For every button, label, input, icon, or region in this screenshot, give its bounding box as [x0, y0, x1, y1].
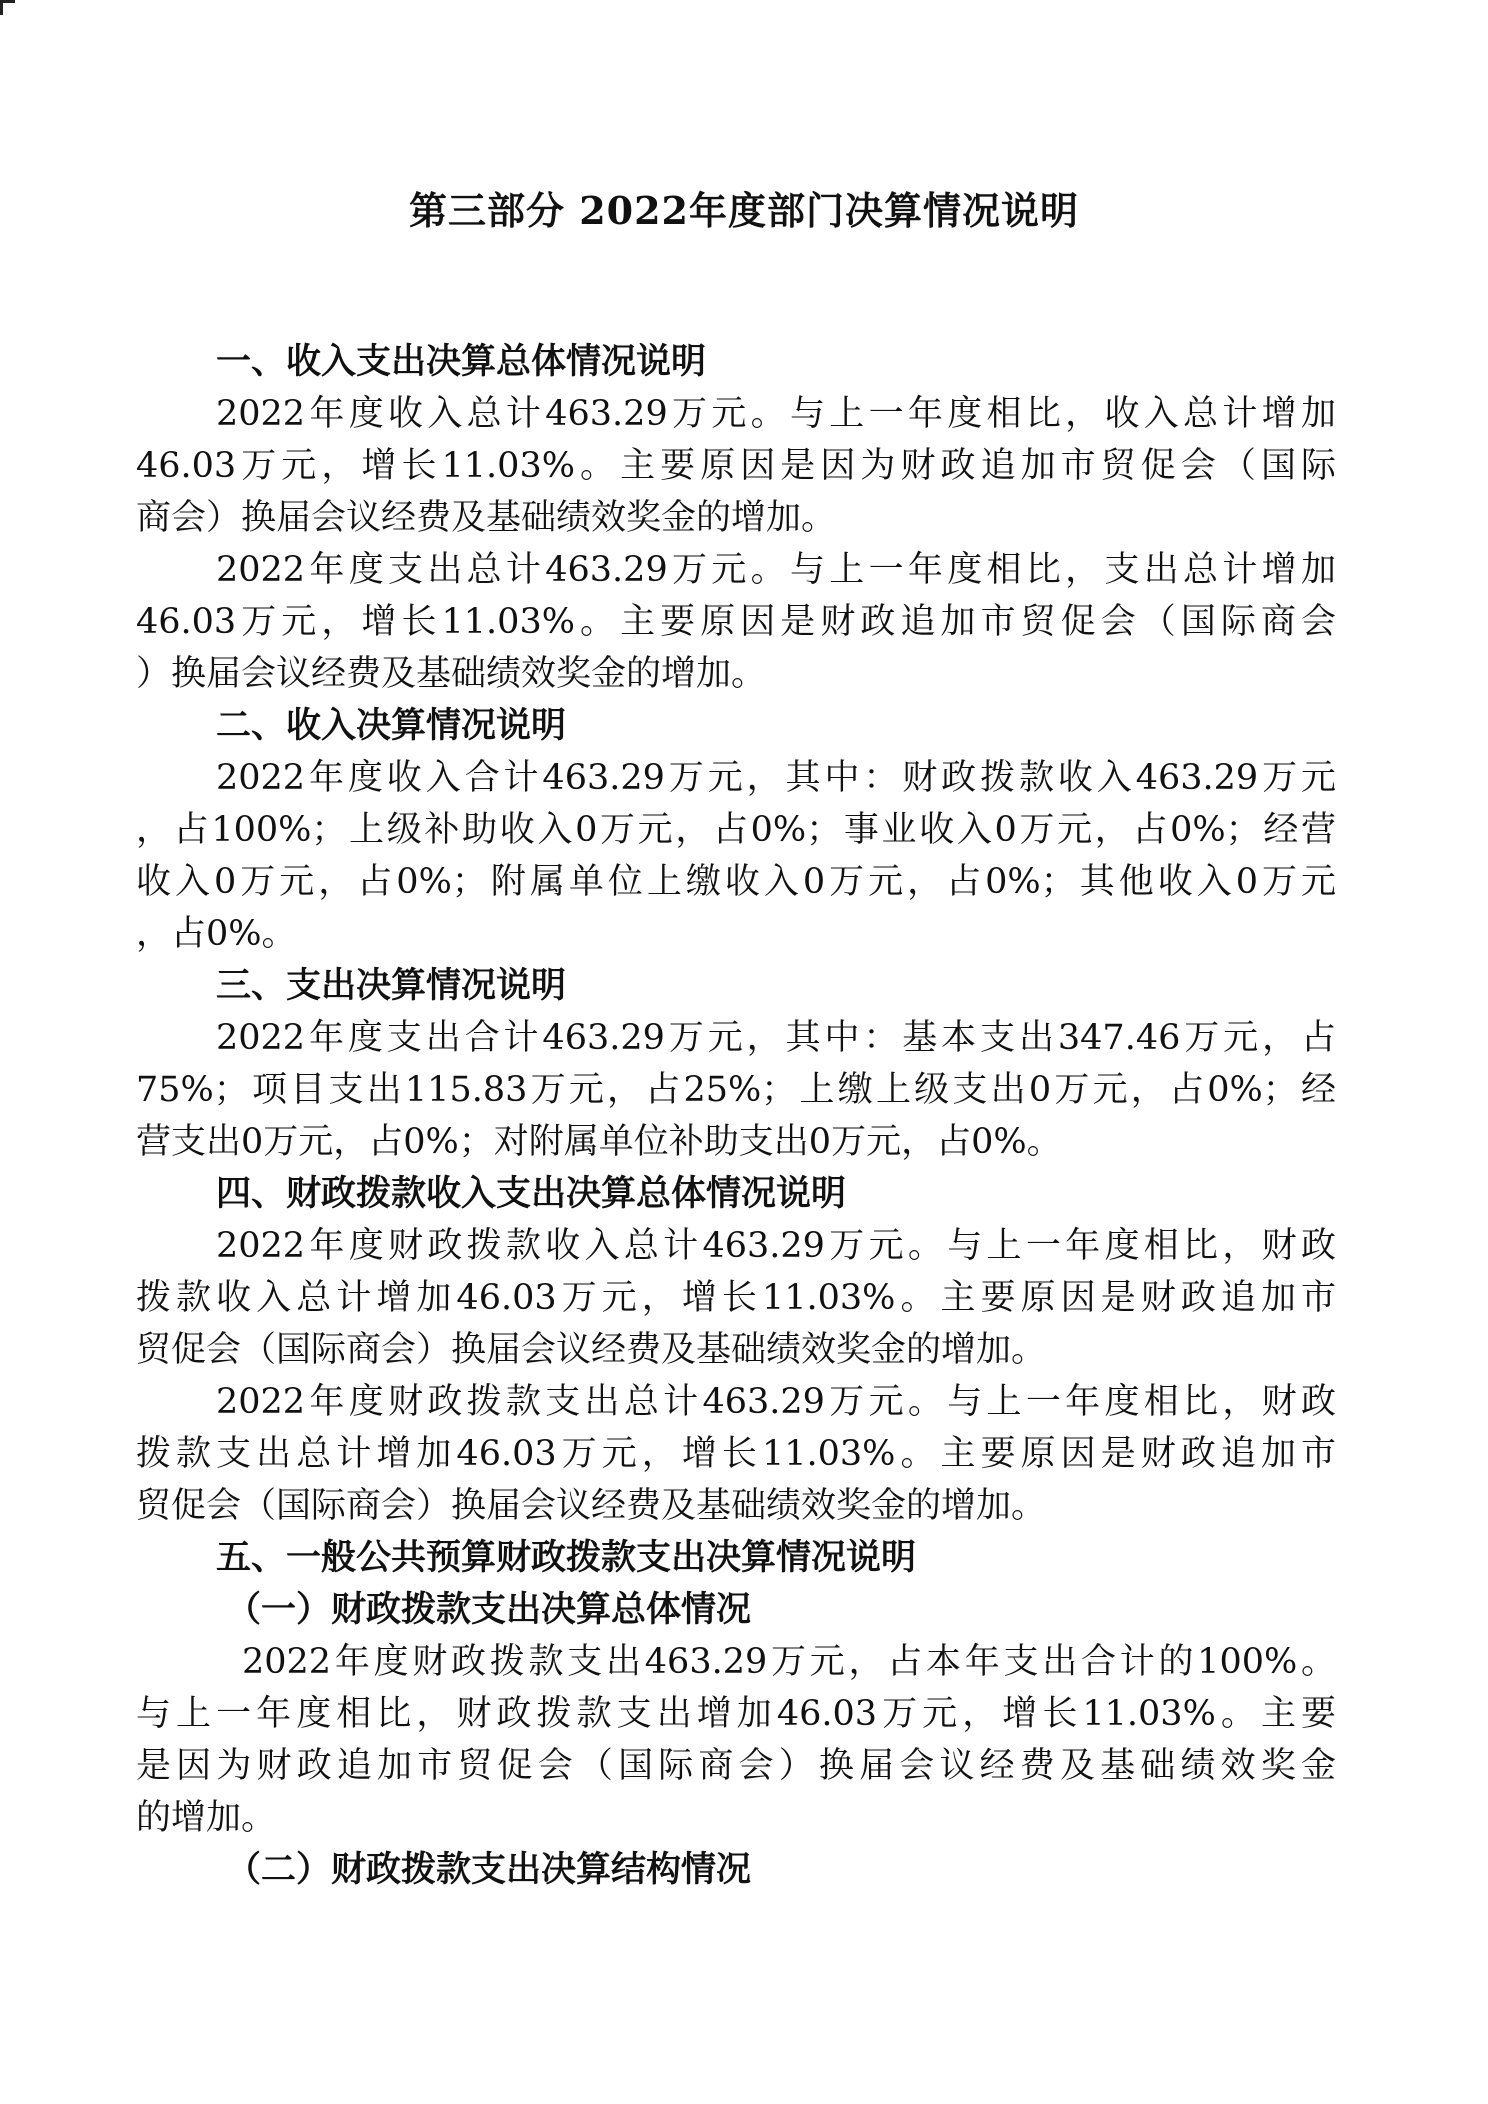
paragraph-line: 拨款收入总计增加46.03万元，增长11.03%。主要原因是财政追加市 [136, 1278, 1336, 1318]
paragraph-line: 75%；项目支出115.83万元，占25%；上缴上级支出0万元，占0%；经 [136, 1070, 1336, 1110]
paragraph-line: 商会）换届会议经费及基础绩效奖金的增加。 [136, 498, 837, 538]
section-heading-3: 三、支出决算情况说明 [216, 965, 567, 1006]
subsection-heading-1: （一）财政拨款支出决算总体情况 [226, 1589, 752, 1630]
paragraph-line: 贸促会（国际商会）换届会议经费及基础绩效奖金的增加。 [136, 1330, 1047, 1370]
section-heading-5: 五、一般公共预算财政拨款支出决算情况说明 [216, 1537, 917, 1578]
paragraph-line: ，占100%；上级补助收入0万元，占0%；事业收入0万元，占0%；经营 [136, 810, 1336, 850]
paragraph-line: 营支出0万元，占0%；对附属单位补助支出0万元，占0%。 [136, 1122, 1062, 1162]
paragraph-line: 2022年度财政拨款支出总计463.29万元。与上一年度相比，财政 [216, 1382, 1336, 1422]
paragraph-line: 收入0万元，占0%；附属单位上缴收入0万元，占0%；其他收入0万元 [136, 862, 1336, 902]
paragraph-line: 是因为财政追加市贸促会（国际商会）换届会议经费及基础绩效奖金 [136, 1746, 1336, 1786]
paragraph-line: 拨款支出总计增加46.03万元，增长11.03%。主要原因是财政追加市 [136, 1434, 1336, 1474]
paragraph-line: 2022年度收入合计463.29万元，其中：财政拨款收入463.29万元 [216, 758, 1336, 798]
section-heading-4: 四、财政拨款收入支出决算总体情况说明 [216, 1173, 847, 1214]
page-title: 第三部分 2022年度部门决算情况说明 [409, 188, 1079, 233]
paragraph-line: 2022年度支出总计463.29万元。与上一年度相比，支出总计增加 [216, 550, 1336, 590]
page-corner-mark [0, 0, 15, 15]
subsection-heading-2: （二）财政拨款支出决算结构情况 [226, 1849, 752, 1890]
paragraph-line: 2022年度财政拨款收入总计463.29万元。与上一年度相比，财政 [216, 1226, 1336, 1266]
paragraph-line: 2022年度支出合计463.29万元，其中：基本支出347.46万元，占 [216, 1018, 1336, 1058]
paragraph-line: 2022年度收入总计463.29万元。与上一年度相比，收入总计增加 [216, 394, 1336, 434]
paragraph-line: 46.03万元，增长11.03%。主要原因是因为财政追加市贸促会（国际 [136, 446, 1336, 486]
document-body [136, 336, 1336, 1896]
paragraph-line: 贸促会（国际商会）换届会议经费及基础绩效奖金的增加。 [136, 1486, 1047, 1526]
section-heading-2: 二、收入决算情况说明 [216, 705, 567, 746]
section-heading-1: 一、收入支出决算总体情况说明 [216, 341, 707, 382]
paragraph-line: 46.03万元，增长11.03%。主要原因是财政追加市贸促会（国际商会 [136, 602, 1336, 642]
paragraph-line: 2022年度财政拨款支出463.29万元，占本年支出合计的100%。 [242, 1642, 1336, 1682]
paragraph-line: ）换届会议经费及基础绩效奖金的增加。 [136, 654, 767, 694]
paragraph-line: ，占0%。 [136, 914, 297, 954]
paragraph-line: 与上一年度相比，财政拨款支出增加46.03万元，增长11.03%。主要 [136, 1694, 1336, 1734]
paragraph-line: 的增加。 [136, 1798, 277, 1838]
